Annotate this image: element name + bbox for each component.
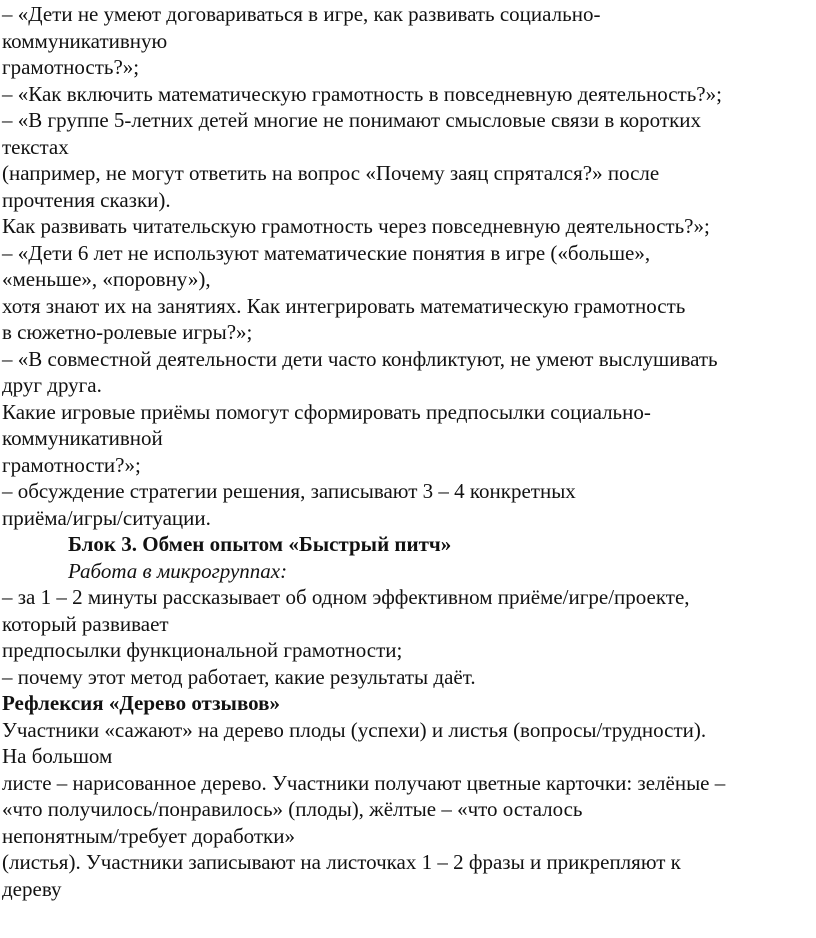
subheading-italic: Работа в микрогруппах: [68, 559, 288, 583]
text-line: (например, не могут ответить на вопрос «Почему заяц спрятался?» после [2, 161, 660, 185]
text-line: – почему этот метод работает, какие результаты даёт. [2, 665, 476, 689]
text-line: коммуникативную [2, 29, 168, 53]
text-line: который развивает [2, 612, 169, 636]
text-line: грамотность?»; [2, 55, 140, 79]
text-line: друг друга. [2, 373, 102, 397]
text-line: грамотности?»; [2, 453, 141, 477]
text-line: дереву [2, 877, 62, 901]
reflection-heading: Рефлексия «Дерево отзывов» [2, 691, 280, 715]
text-line: «меньше», «поровну»), [2, 267, 211, 291]
text-line: листе – нарисованное дерево. Участники получают цветные карточки: зелёные – [2, 771, 726, 795]
text-line: – «В совместной деятельности дети часто конфликтуют, не умеют выслушивать [2, 347, 718, 371]
block-heading: Блок 3. Обмен опытом «Быстрый питч» [68, 532, 452, 556]
text-line: Участники «сажают» на дерево плоды (успехи) и листья (вопросы/трудности). [2, 718, 707, 742]
text-line: (листья). Участники записывают на листочках 1 – 2 фразы и прикрепляют к [2, 850, 681, 874]
text-line: текстах [2, 135, 69, 159]
text-line: Какие игровые приёмы помогут сформировать предпосылки социально- [2, 400, 651, 424]
text-line: коммуникативной [2, 426, 163, 450]
text-line: непонятным/требует доработки» [2, 824, 295, 848]
text-line: – «Дети 6 лет не используют математические понятия в игре («больше», [2, 241, 651, 265]
text-line: На большом [2, 744, 113, 768]
text-line: предпосылки функциональной грамотности; [2, 638, 403, 662]
text-line: прочтения сказки). [2, 188, 171, 212]
text-line: – «Дети не умеют договариваться в игре, как развивать социально- [2, 2, 601, 26]
text-line: приёма/игры/ситуации. [2, 506, 211, 530]
text-line: «что получилось/понравилось» (плоды), жёлтые – «что осталось [2, 797, 583, 821]
text-line: в сюжетно-ролевые игры?»; [2, 320, 253, 344]
text-line: хотя знают их на занятиях. Как интегрировать математическую грамотность [2, 294, 686, 318]
text-line: – обсуждение стратегии решения, записывают 3 – 4 конкретных [2, 479, 576, 503]
text-line: – за 1 – 2 минуты рассказывает об одном эффективном приёме/игре/проекте, [2, 585, 690, 609]
text-line: Как развивать читательскую грамотность через повседневную деятельность?»; [2, 214, 710, 238]
text-line: – «Как включить математическую грамотность в повседневную деятельность?»; [2, 82, 722, 106]
text-line: – «В группе 5-летних детей многие не понимают смысловые связи в коротких [2, 108, 702, 132]
